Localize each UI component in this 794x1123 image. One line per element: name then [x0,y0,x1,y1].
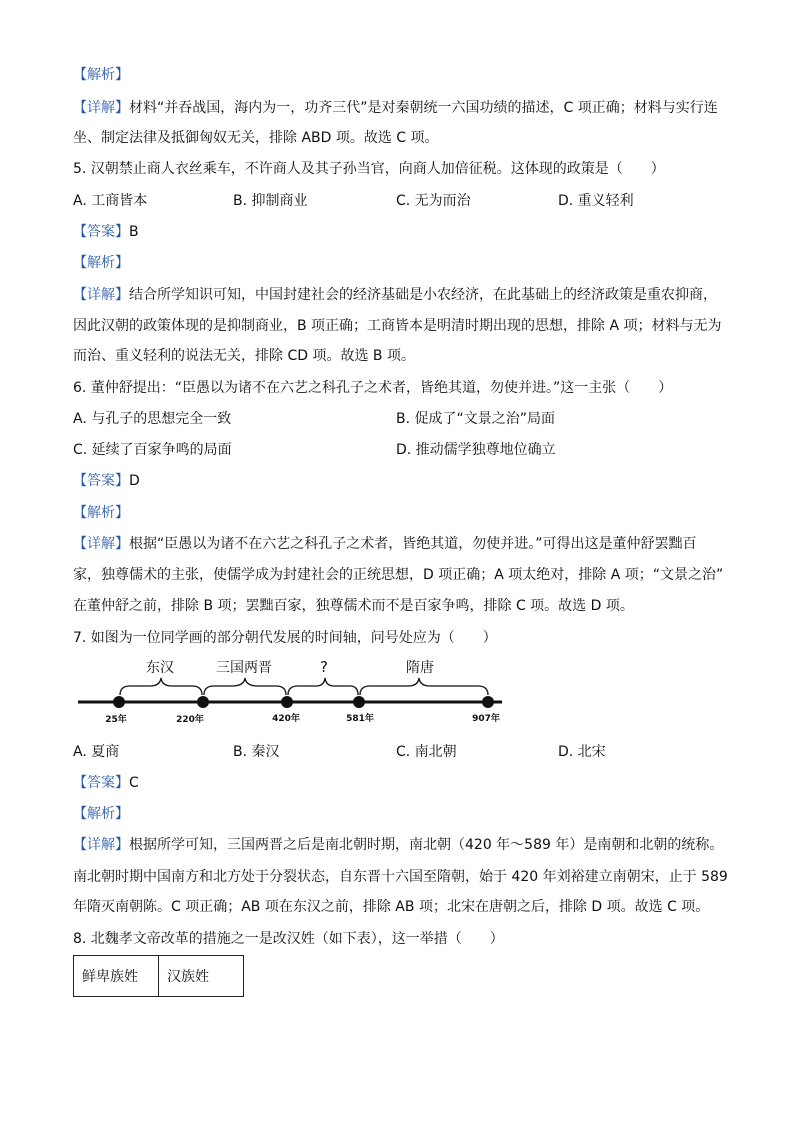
q5-detail-line-3: 而治、重义轻利的说法无关，排除 CD 项。故选 B 项。 [73,348,415,364]
q7-answer: 【答案】C [73,775,139,791]
q7-option-a: A. 夏商 [73,744,120,760]
q6-option-a: A. 与孔子的思想完全一致 [73,411,232,427]
q5-stem: 5. 汉朝禁止商人衣丝乘车，不许商人及其子孙当官，向商人加倍征税。这体现的政策是（ ） [73,161,665,177]
q7-detail-line-1: 【详解】根据所学可知，三国两晋之后是南北朝时期，南北朝（420 年～589 年）是南朝和北朝的统称。 [73,837,724,853]
q5-option-c: C. 无为而治 [396,193,471,209]
period-label-suitang: 隋唐 [406,660,434,676]
table-header-xianbei: 鲜卑族姓 [74,956,159,997]
bracket-suitang [360,678,488,695]
q5-detail-line-1: 【详解】结合所学知识可知，中国封建社会的经济基础是小农经济，在此基础上的经济政策是重农抑商， [73,287,717,303]
bracket-donghan [120,678,202,695]
q5-option-d: D. 重义轻利 [558,193,634,209]
q8-stem: 8. 北魏孝文帝改革的措施之一是改汉姓（如下表），这一举措（ ） [73,931,504,947]
q7-analysis-heading: 【解析】 [73,806,129,822]
q7-option-c: C. 南北朝 [396,744,457,760]
q6-detail-line-3: 在董仲舒之前，排除 B 项；罢黜百家，独尊儒术而不是百家争鸣，排除 C 项。故选 D 项。 [73,598,634,614]
timeline-node-220 [197,696,209,708]
timeline-brackets [120,678,488,695]
q4-detail-line-1: 【详解】材料“并吞战国，海内为一，功齐三代”是对秦朝统一六国功绩的描述，C 项正确；材料与实行连 [73,100,718,116]
table-header-han: 汉族姓 [159,956,244,997]
q6-detail-line-1: 【详解】根据“臣愚以为诸不在六艺之科孔子之术者，皆绝其道，勿使并进。”可得出这是董仲舒罢黜百 [73,536,697,552]
q7-stem: 7. 如图为一位同学画的部分朝代发展的时间轴，问号处应为（ ） [73,630,497,646]
q6-answer: 【答案】D [73,473,140,489]
q7-detail-line-2: 南北朝时期中国南方和北方处于分裂状态，自东晋十六国至隋朝，始于 420 年刘裕建立南朝宋，止于 589 [73,869,728,885]
surname-table [73,955,244,997]
timeline-node-907 [482,696,494,708]
timeline-node-581 [353,696,365,708]
q7-option-b: B. 秦汉 [233,744,280,760]
q6-option-d: D. 推动儒学独尊地位确立 [396,442,556,458]
year-label-25: 25年 [105,715,127,725]
timeline-node-25 [113,696,125,708]
year-label-581: 581年 [346,714,374,724]
period-label-sanguo-liangjin: 三国两晋 [216,660,272,676]
q5-answer: 【答案】B [73,224,139,240]
q6-option-b: B. 促成了“文景之治”局面 [396,411,556,427]
table-row [74,956,244,997]
dynasty-timeline [70,655,510,729]
year-label-420: 420年 [272,714,300,724]
q7-option-d: D. 北宋 [558,744,606,760]
bracket-sanguo-liangjin [204,678,286,695]
q6-stem: 6. 董仲舒提出：“臣愚以为诸不在六艺之科孔子之术者，皆绝其道，勿使并进。”这一主张（ ） [73,380,673,396]
bracket-question [288,678,358,695]
timeline-node-420 [281,696,293,708]
q7-detail-line-3: 年隋灭南朝陈。C 项正确；AB 项在东汉之前，排除 AB 项；北宋在唐朝之后，排除 D 项。故选 C 项。 [73,899,710,915]
q4-analysis-heading: 【解析】 [73,67,129,83]
q6-analysis-heading: 【解析】 [73,505,129,521]
q5-detail-line-2: 因此汉朝的政策体现的是抑制商业，B 项正确；工商皆本是明清时期出现的思想，排除 A 项；材料与无为 [73,318,722,334]
q5-option-b: B. 抑制商业 [233,193,308,209]
q5-option-a: A. 工商皆本 [73,193,148,209]
year-label-220: 220年 [176,715,204,725]
q6-option-c: C. 延续了百家争鸣的局面 [73,442,232,458]
period-label-donghan: 东汉 [146,660,174,676]
q4-detail-line-2: 坐、制定法律及抵御匈奴无关，排除 ABD 项。故选 C 项。 [73,130,439,146]
year-label-907: 907年 [472,714,500,724]
q6-detail-line-2: 家，独尊儒术的主张，使儒学成为封建社会的正统思想，D 项正确；A 项太绝对，排除 A 项；“文景之治” [73,567,724,583]
period-label-question: ? [320,658,328,676]
q5-analysis-heading: 【解析】 [73,255,129,271]
